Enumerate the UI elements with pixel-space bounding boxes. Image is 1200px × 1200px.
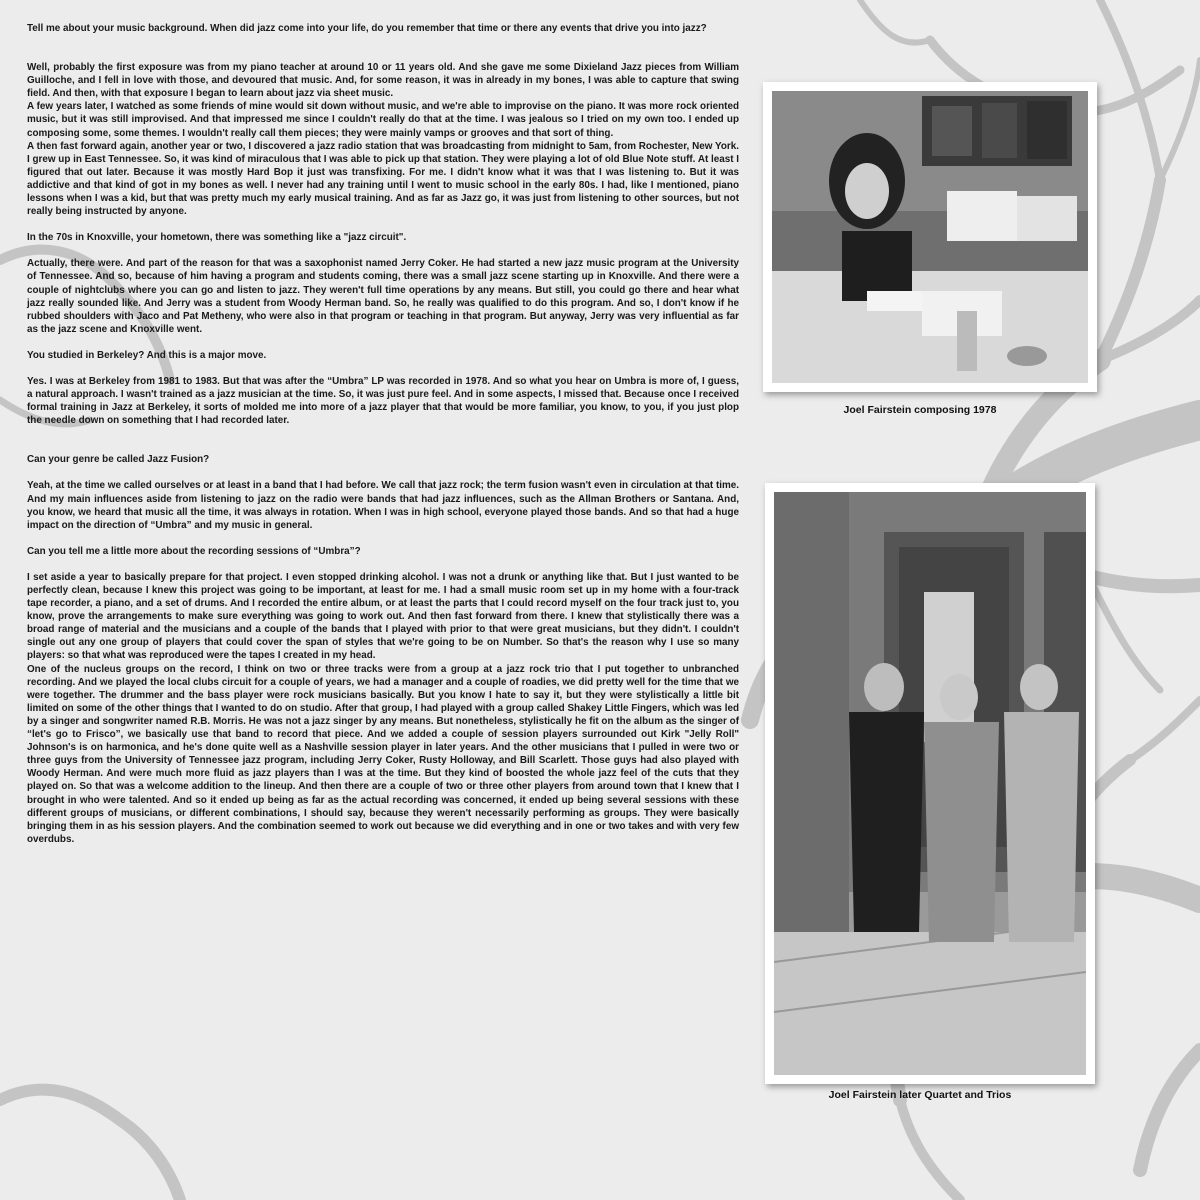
interview-article (27, 22, 739, 846)
photo-band-caption: Joel Fairstein later Quartet and Trios (828, 1089, 1012, 1101)
answer-paragraph: A few years later, I watched as some friends of mine would sit down without music, and we're able to improvise on the piano. It was more rock oriented music, but it was still improvised. And that impressed me since I couldn't really do that at the time. I was jealous so I tried on my own too. I ended up composing some, some themes. I wouldn't really call them pieces; they were mainly vamps or grooves and that sort of thing. (27, 101, 739, 139)
question-paragraph: Tell me about your music background. When did jazz come into your life, do you remember that time or there any events that drive you into jazz? (27, 23, 707, 34)
question-paragraph: You studied in Berkeley? And this is a major move. (27, 349, 267, 361)
answer-paragraph: Well, probably the first exposure was from my piano teacher at around 10 or 11 years old. And she gave me some Dixieland Jazz pieces from William Guilloche, and I fell in love with those, and devoured that music. And, for some reason, it was in already in my bones, I was able to capture that swing field. And then, with that exposure I began to learn about jazz via sheet music. (27, 62, 739, 100)
photo-composing-frame (763, 82, 1097, 392)
answer-paragraph: I set aside a year to basically prepare for that project. I even stopped drinking alcohol. I was not a drunk or anything like that. But I just wanted to be perfectly clean, because I knew this project was going to be important, at least for me. I had a small music room set up in my home with a four-track tape recorder, a piano, and a set of drums. And I recorded the entire album, or at least the parts that I could record myself on the four track just to, you know, prove the arrangements to make sure everything was going to work out. And then fast forward from there. I knew that stylistically there was a broad range of material and the musicians and a couple of the bands that I played with prior to that were great musicians, but they didn't. I couldn't single out any one group of players that could cover the span of styles that we're going to be on Number. So that's the reason why I use so many players: so that what was reproduced were the tapes I created in my head. (27, 571, 739, 662)
question-paragraph: Can your genre be called Jazz Fusion? (27, 454, 210, 466)
answer-paragraph: Actually, there were. And part of the reason for that was a saxophonist named Jerry Coker. He had started a new jazz music program at the University of Tennessee. And so, because of him having a program and students coming, there was a small jazz scene starting up in Knoxville. And there were a couple of nightclubs where you can go and listen to jazz. They weren't full time operations by any means. But still, you could go there and hear what jazz really sounded like. And Jerry was a student from Woody Herman band. So, he really was qualified to do this program. And so, I don't know if he rubbed shoulders with Jaco and Pat Metheny, who were also in that program or teaching in that program. But anyway, Jerry was very influential as far as the jazz scene and Knoxville went. (27, 258, 739, 335)
answer-paragraph: Yeah, at the time we called ourselves or at least in a band that I had before. We call that jazz rock; the term fusion wasn't even in circulation at that time. And my main influences aside from listening to jazz on the radio were bands that had jazz influences, such as the Allman Brothers or Santana. And, you know, we heard that music all the time, it was always in rotation. When I was in high school, everyone played those bands. And so that had a huge impact on the direction of “Umbra” and my music in general. (27, 480, 739, 531)
photo-band-frame (765, 483, 1095, 1084)
photo-composing-caption: Joel Fairstein composing 1978 (843, 404, 997, 416)
question-paragraph: In the 70s in Knoxville, your hometown, there was something like a "jazz circuit". (27, 232, 407, 244)
photo-band-image (774, 492, 1086, 1075)
photo-composing-image (772, 91, 1088, 383)
answer-paragraph: Yes. I was at Berkeley from 1981 to 1983. But that was after the “Umbra” LP was recorded in 1978. And so what you hear on Umbra is more of, I guess, a natural approach. I wasn't trained as a jazz musician at the time. So, it was just pure feel. And in some aspects, I missed that. Because once I received formal training in Jazz at Berkeley, it sorts of molded me into more of a jazz player that that would be more familiar, you know, to you, if you just plop the needle down on something that I had recorded later. (27, 375, 739, 427)
answer-paragraph: One of the nucleus groups on the record, I think on two or three tracks were from a group at a jazz rock trio that I put together to unbranched recording. And we played the local clubs circuit for a couple of years, we had a manager and a couple of roadies, we did pretty well for the time that we were together. The drummer and the bass player were rock musicians basically. But you know I hate to say it, but they were stylistically a little bit limited on some of the other things that I wanted to do on studio. After that group, I had played with a group called Shakey Little Fingers, which was led by a singer and songwriter named R.B. Morris. He was not a jazz singer by any means. But nonetheless, stylistically he fit on the album as the singer of “let's go to Frisco”, we basically use that band to record that piece. And we added a couple of session players surrounded out Kirk "Jelly Roll" Johnson's is on harmonica, and he's done quite well as a Nashville session player in later years. And the other musicians that I pulled in were two or three guys from the University of Tennessee jazz program, including Jerry Coker, Rusty Holloway, and Bill Scarlett. Those guys had also played with Woody Herman. And were much more fluid as jazz players than I was at the time. But they kind of boosted the whole jazz feel of the cuts that they played on. So that was a welcome addition to the lineup. And then there are a couple of two or three other players from around town that I knew that I brought in who were talented. And so it ended up being as far as the actual recording was concerned, it ended up being several sessions with these different groups of musicians, or different combinations, I should say, because they weren't necessarily performing as groups. They were basically bringing them in as his session players. And the combination seemed to work out because we did everything and in one or two takes and with very few overdubs. (27, 663, 739, 845)
question-paragraph: Can you tell me a little more about the recording sessions of “Umbra”? (27, 545, 361, 557)
answer-paragraph: A then fast forward again, another year or two, I discovered a jazz radio station that was broadcasting from midnight to 5am, from Rochester, New York. I grew up in East Tennessee. So, it was kind of miraculous that I was able to pick up that station. They were playing a lot of old Blue Note stuff. At least I figured that out later. Because it was mostly Hard Bop it just was transfixing. For me. I didn't know what it was that I was listening to. But it was addictive and that kind of got in my bones as well. I never had any training until I went to music school in the early 80s. I had, like I mentioned, piano lessons when I was a kid, but that was pretty much my early musical training. And as far as Jazz go, it was just from listening to other sources, but not really being instructed by anyone. (27, 140, 739, 218)
